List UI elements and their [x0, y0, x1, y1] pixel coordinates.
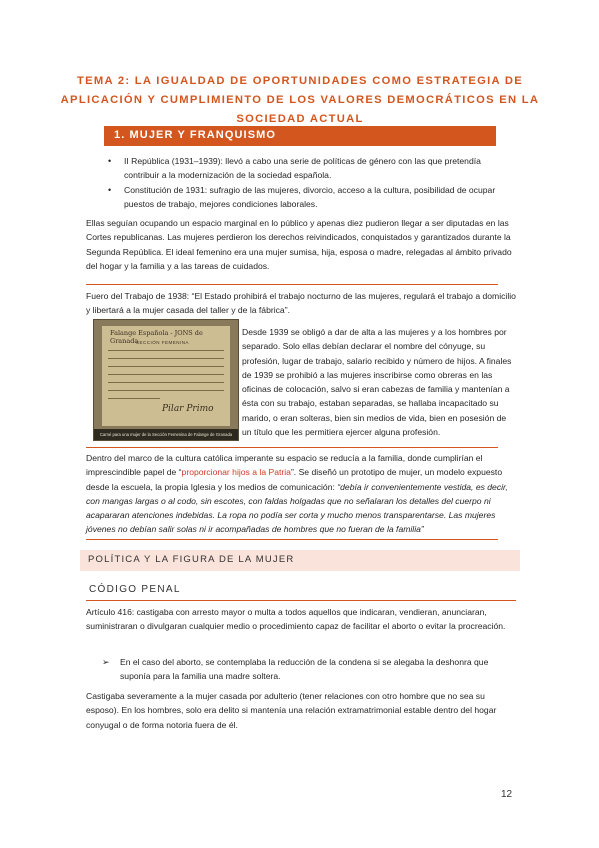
card-line [108, 390, 224, 391]
card-line [108, 366, 224, 367]
section-heading-bar [104, 126, 496, 146]
document-title: TEMA 2: LA IGUALDAD DE OPORTUNIDADES COMO ESTRATEGIA DE APLICACIÓN Y CUMPLIMIENTO DE LOS VALORES DEMOCRÁTICOS EN LA SOCIEDAD ACTUAL [60, 75, 540, 125]
card-line [108, 374, 224, 375]
arrow-icon: ➢ [102, 657, 110, 667]
card-line [108, 358, 224, 359]
bullet-item: • Constitución de 1931: sufragio de las mujeres, divorcio, acceso a la cultura, posibilidad de ocupar puestos de trabajo, mejores condiciones laborales. [104, 183, 512, 212]
paragraph-catolica [86, 451, 518, 537]
section-heading: 1. MUJER Y FRANQUISMO [114, 129, 277, 141]
paragraph-fuero: Fuero del Trabajo de 1938: “El Estado prohibirá el trabajo nocturno de las mujeres, regulará el trabajo a domicilio y libertará a la mujer casada del taller y de la fábrica”. [86, 291, 516, 316]
card-line [108, 350, 224, 351]
arrow-list-item [86, 655, 518, 684]
section-heading-box [80, 550, 520, 571]
card-line [108, 398, 160, 399]
divider [86, 539, 498, 540]
paragraph-1939: Desde 1939 se obligó a dar de alta a las mujeres y a los hombres por separado. Solo ellas debían declarar el nombre del cónyuge, su profesión, lugar de trabajo, salario recibido y número de hijos. A finales de 1939 se prohibió a las mujeres inscribirse como obreras en las oficinas de colocación, salvo si eran cabezas de familia y mantenían a ésta con su trabajo, estaban separadas, se hallaba incapacitado su marido, o eran solteras, bien sin medios de vida, bien en posesión de un título que les permitiera ejercer alguna profesión. [242, 327, 512, 438]
paragraph-articulo: Artículo 416: castigaba con arresto mayor o multa a todos aquellos que indicaran, vendieran, anunciaran, suministraran o divulgaran cualquier medio o procedimiento capaz de facilitar el aborto o evitar la procreación. [86, 607, 506, 632]
paragraph-text: ”. Se diseñó un prototipo de mujer, un modelo expuesto desde la escuela, la propia Iglesia y los medios de comunicación: [86, 467, 503, 492]
divider [86, 447, 498, 448]
card-header: Falange Española - JONS de Granada [110, 329, 203, 345]
photo-caption: Carné para una mujer de la Sección Femenina de Falange de Granada [94, 429, 238, 440]
bullet-item: • II República (1931–1939): llevó a cabo una serie de políticas de género con las que pretendía contribuir a la modernización de la sociedad española. [104, 154, 512, 183]
paragraph-text: Dentro del marco de la cultura católica imperante su espacio se reducía a la familia, donde cumplirían el imprescindible papel de “ [86, 453, 483, 478]
id-card-photo [93, 319, 239, 441]
bullet-list [104, 154, 512, 211]
divider [86, 284, 498, 285]
divider [86, 600, 516, 601]
id-card [102, 326, 230, 426]
paragraph-adulterio: Castigaba severamente a la mujer casada por adulterio (tener relaciones con otro hombre que no sea su esposo). En los hombres, solo era delito si mantenía una relación extramatrimonial estable dentro del hogar conyugal o de forma notoria fuera de él. [86, 691, 497, 730]
quote-text: “debía ir convenientemente vestida, es decir, con mangas largas o al codo, sin escotes, con faldas holgadas que no señalaran los detalles del cuerpo ni acapararan atenciones indebidas. La ropa no podía ser corta y mucho menos transparentarse. Las mujeres jóvenes no debían salir solas ni ir acompañadas de hombres que no fueran de la familia” [86, 481, 508, 535]
section-heading: POLÍTICA Y LA FIGURA DE LA MUJER [88, 554, 295, 565]
page-number: 12 [501, 789, 513, 800]
card-signature: Pilar Primo [162, 404, 214, 414]
paragraph-marginal: Ellas seguían ocupando un espacio marginal en lo público y apenas diez pudieron llegar a ser diputadas en las Cortes republicanas. Las mujeres perdieron los derechos reivindicados, conquistados y garantizados durante la Segunda República. El ideal femenino era una mujer sumisa, hija, esposa o madre, relegadas al ámbito privado del hogar y la familia y a las tareas de cuidados. [86, 218, 512, 271]
subsection-heading: CÓDIGO PENAL [89, 584, 181, 595]
arrow-item-text: En el caso del aborto, se contemplaba la reducción de la condena si se alegaba la deshonra que suponía para la familia una madre soltera. [120, 657, 489, 682]
highlight-text: proporcionar hijos a la Patria [181, 467, 291, 478]
card-subheader: SECCIÓN FEMENINA [136, 340, 190, 345]
card-line [108, 382, 224, 383]
